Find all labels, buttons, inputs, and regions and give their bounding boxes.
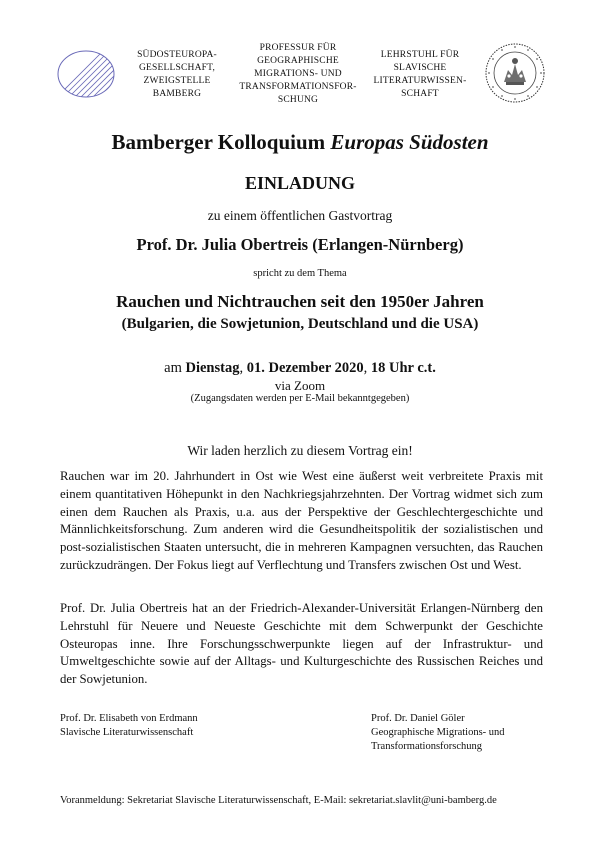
- header-line: BAMBERG: [152, 89, 202, 99]
- header-line: LITERATURWISSEN-: [373, 76, 467, 86]
- date-prefix: am: [164, 360, 186, 376]
- colloquium-title: [0, 130, 600, 155]
- header-professur: [238, 42, 358, 107]
- date-sep: ,: [363, 360, 371, 376]
- gastvortrag-subtitle: zu einem öffentlichen Gastvortrag: [207, 208, 393, 223]
- header-line: GESELLSCHAFT,: [138, 63, 216, 73]
- talk-topic: Rauchen und Nichtrauchen seit den 1950er Jahren: [116, 292, 484, 311]
- date-date: 01. Dezember 2020: [246, 360, 364, 376]
- header-lehrstuhl: [364, 49, 476, 101]
- header-line: SÜDOSTEUROPA-: [137, 50, 217, 60]
- spricht-label: spricht zu dem Thema: [253, 268, 347, 279]
- header-line: GEOGRAPHISCHE: [257, 56, 339, 66]
- event-date: [0, 360, 600, 377]
- signature-left: [60, 712, 198, 740]
- signature-right: [371, 712, 505, 754]
- registration-footer: Voranmeldung: Sekretariat Slavische Literaturwissenschaft, E-Mail: sekretariat.slavlit@uni-bamberg.de: [60, 795, 497, 806]
- university-seal: [484, 42, 546, 104]
- letterhead: [0, 40, 600, 120]
- signature-affiliation: Slavische Literaturwissenschaft: [60, 727, 194, 738]
- title-main: Bamberger Kolloquium: [111, 130, 331, 154]
- signature-name: Prof. Dr. Daniel Göler: [371, 713, 465, 724]
- venue-zoom: via Zoom: [274, 378, 326, 393]
- header-line: LEHRSTUHL FÜR: [380, 50, 460, 60]
- signature-name: Prof. Dr. Elisabeth von Erdmann: [60, 713, 198, 724]
- header-suedosteuropa: [122, 49, 232, 101]
- header-line: PROFESSUR FÜR: [259, 43, 337, 53]
- speaker-bio-paragraph: Prof. Dr. Julia Obertreis hat an der Friedrich-Alexander-Universität Erlangen-Nürnberg den Lehrstuhl für Neuere und Neueste Geschichte mit dem Schwerpunkt der Geschichte Osteuropas inne. Ihre Forschungsschwerpunkte liegen auf der Infrastruktur- und Umweltgeschichte sowie auf der Alltags- und Kulturgeschichte des Russischen Reiches und der Sowjetunion.: [60, 601, 543, 687]
- title-italic: Europas Südosten: [330, 130, 489, 154]
- date-day: Dienstag: [185, 360, 240, 376]
- date-sep: ,: [239, 360, 247, 376]
- header-line: MIGRATIONS- UND: [254, 69, 342, 79]
- header-line: TRANSFORMATIONSFOR-: [239, 82, 357, 92]
- invitation-line: Wir laden herzlich zu diesem Vortrag ein!: [187, 443, 413, 458]
- access-note: (Zugangsdaten werden per E-Mail bekanntgegeben): [190, 393, 410, 404]
- abstract-paragraph: Rauchen war im 20. Jahrhundert in Ost wie West eine äußerst weit verbreitete Praxis mit einem quantitativen Höhepunkt in den Nachkriegsjahrzehnten. Der Vortrag widmet sich zum einen dem Rauchen als Praxis, u.a. aus der Perspektive der Geschlechtergeschichte und Männlichkeitsforschung. Zum anderen wird die Gesundheitspolitik der sozialistischen und post-sozialistischen Staaten untersucht, die in mehreren Kampagnen versuchten, das Rauchen zurückzudrängen. Der Fokus liegt auf Verflechtung und Transfers zwischen Ost und West.: [60, 469, 543, 572]
- header-line: SLAVISCHE: [393, 63, 447, 73]
- signature-affiliation: Geographische Migrations- und: [371, 727, 505, 738]
- einladung-heading: EINLADUNG: [244, 173, 355, 193]
- header-line: SCHAFT: [401, 89, 439, 99]
- suedosteuropa-logo: [56, 48, 116, 100]
- talk-topic-countries: (Bulgarien, die Sowjetunion, Deutschland und die USA): [121, 316, 479, 332]
- speaker-name: Prof. Dr. Julia Obertreis (Erlangen-Nürnberg): [136, 235, 464, 254]
- date-time: 18 Uhr c.t.: [370, 360, 436, 376]
- header-line: ZWEIGSTELLE: [143, 76, 211, 86]
- signature-affiliation: Transformationsforschung: [371, 741, 483, 752]
- header-line: SCHUNG: [277, 95, 319, 105]
